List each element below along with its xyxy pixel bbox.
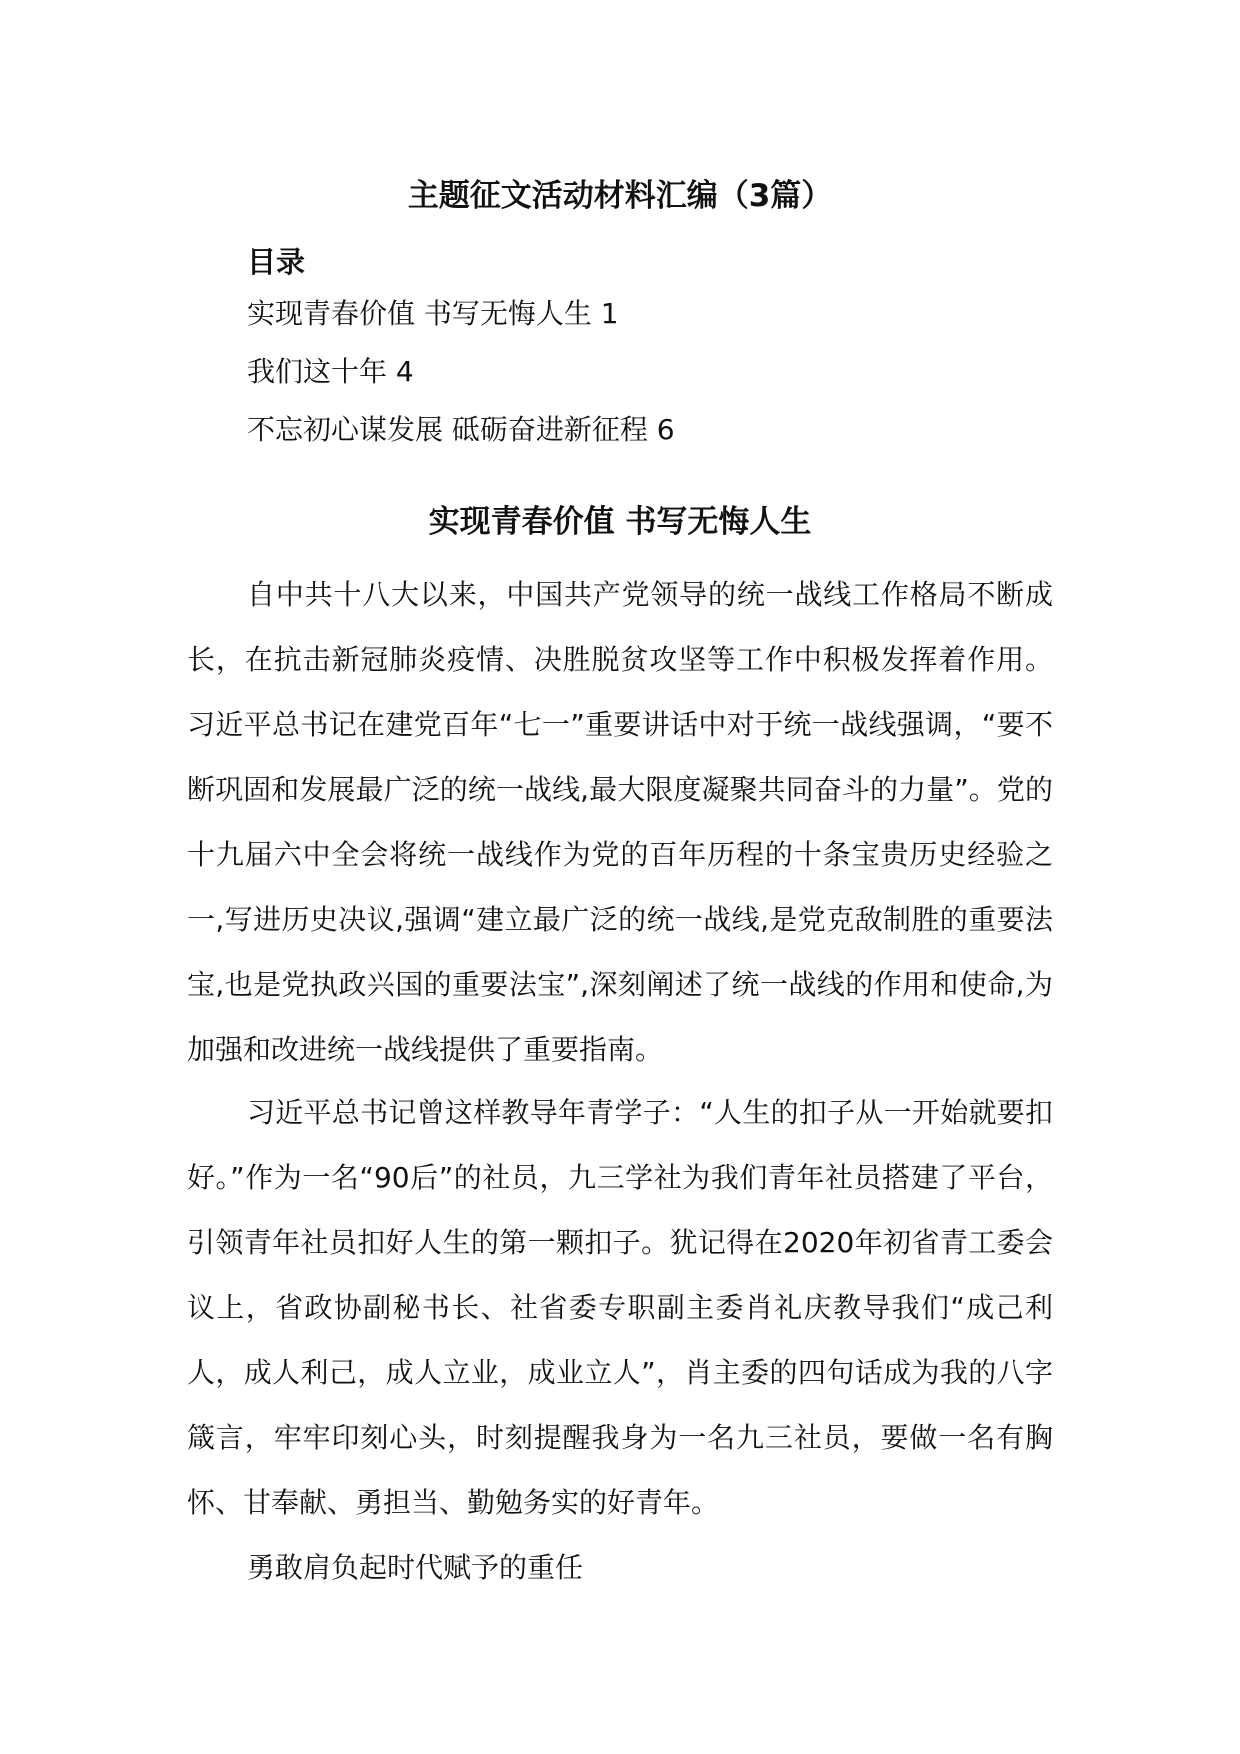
toc-item-1: 实现青春价值 书写无悔人生 1 [247,297,619,330]
section-title: 实现青春价值 书写无悔人生 [428,504,812,540]
body-paragraph-3: 勇敢肩负起时代赋予的重任 [247,1551,584,1584]
toc-heading: 目录 [247,245,306,279]
body-paragraph-2: 习近平总书记曾这样教导年青学子：“人生的扣子从一开始就要扣好。”作为一名“90后”的社员，九三学社为我们青年社员搭建了平台，引领青年社员扣好人生的第一颗扣子。犹记得在2020年初省青工委会议上，省政协副秘书长、社省委专职副主委肖礼庆教导我们“成己利人，成人利己，成人立业，成业立人”，肖主委的四句话成为我的八字箴言，牢牢印刻心头，时刻提醒我身为一名九三社员，要做一名有胸怀、甘奉献、勇担当、勤勉务实的好青年。 [187,1096,1053,1519]
toc-item-2: 我们这十年 4 [247,355,414,388]
body-paragraph-1: 自中共十八大以来，中国共产党领导的统一战线工作格局不断成长，在抗击新冠肺炎疫情、决胜脱贫攻坚等工作中积极发挥着作用。习近平总书记在建党百年“七一”重要讲话中对于统一战线强调，“要不断巩固和发展最广泛的统一战线,最大限度凝聚共同奋斗的力量”。党的十九届六中全会将统一战线作为党的百年历程的十条宝贵历史经验之一,写进历史决议,强调“建立最广泛的统一战线,是党克敌制胜的重要法宝,也是党执政兴国的重要法宝”,深刻阐述了统一战线的作用和使命,为加强和改进统一战线提供了重要指南。 [187,578,1053,1066]
toc-item-3: 不忘初心谋发展 砥砺奋进新征程 6 [247,413,675,446]
document-title: 主题征文活动材料汇编（3篇） [407,178,833,214]
